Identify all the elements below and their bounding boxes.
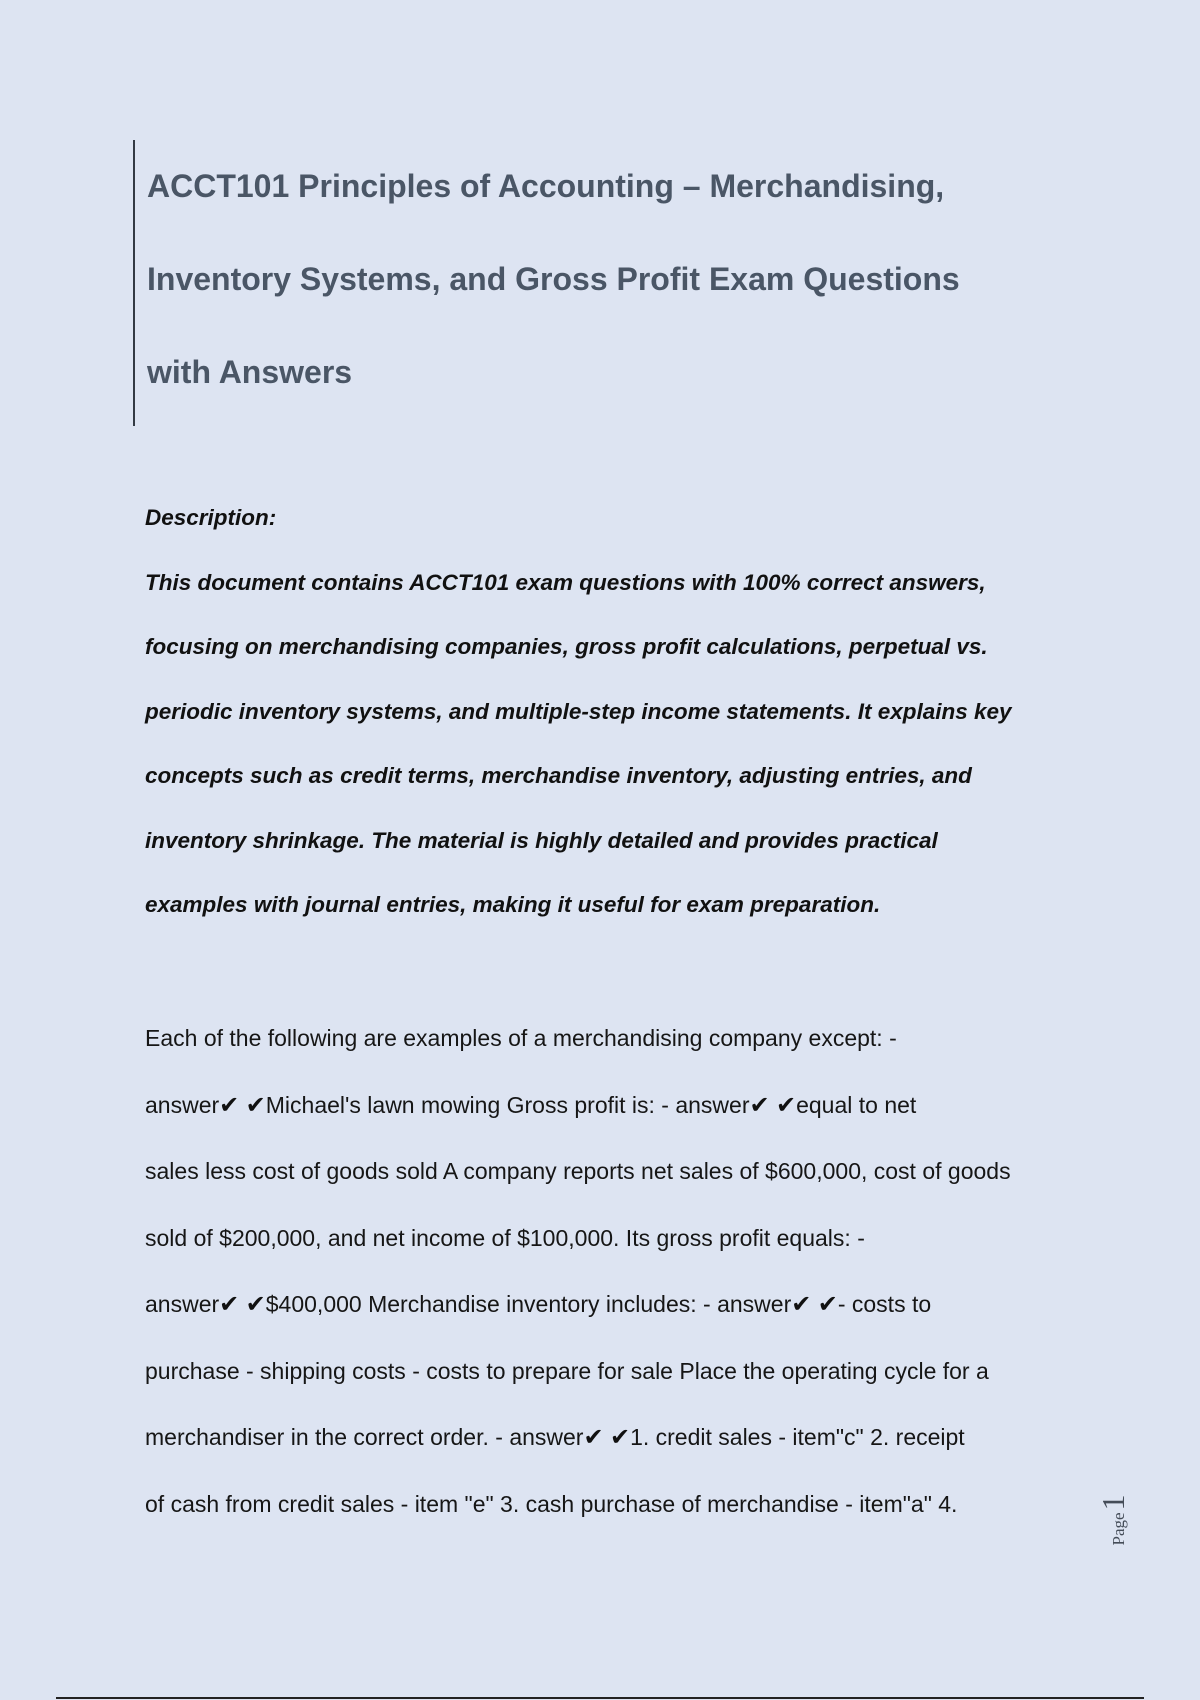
- checkmark-icon: ✔: [219, 1290, 240, 1318]
- title-line: with Answers: [147, 354, 353, 390]
- page-label: Page: [1109, 1512, 1128, 1546]
- body-line: Each of the following are examples of a merchandising company except: -: [145, 1025, 897, 1051]
- body-text: [145, 1005, 1065, 1537]
- checkmark-icon: ✔: [817, 1290, 838, 1318]
- answer-text: - costs to: [837, 1291, 932, 1317]
- title-block: [133, 140, 1033, 426]
- body-line: of cash from credit sales - item "e" 3. cash purchase of merchandise - item"a" 4.: [145, 1490, 958, 1517]
- answer-label: answer: [145, 1291, 220, 1317]
- answer-text: 1. credit sales - item"c" 2. receipt: [630, 1424, 965, 1450]
- answer-label: answer: [145, 1091, 220, 1118]
- body-line: sales less cost of goods sold A company reports net sales of $600,000, cost of goods: [145, 1158, 1011, 1184]
- answer-text: equal to net: [796, 1091, 917, 1118]
- answer-text: $400,000 Merchandise inventory includes: - answer: [265, 1291, 792, 1317]
- checkmark-icon: ✔: [749, 1090, 770, 1119]
- page-number: [1095, 1494, 1175, 1546]
- checkmark-icon: ✔: [609, 1423, 631, 1451]
- footer-divider: [56, 1697, 1144, 1699]
- description-line: inventory shrinkage. The material is highly detailed and provides practical: [145, 827, 938, 853]
- answer-text: Michael's lawn mowing Gross profit is: - answer: [265, 1091, 750, 1118]
- body-line: purchase - shipping costs - costs to prepare for sale Place the operating cycle for a: [145, 1357, 989, 1384]
- description-line: focusing on merchandising companies, gross profit calculations, perpetual vs.: [145, 634, 988, 659]
- body-line: sold of $200,000, and net income of $100,000. Its gross profit equals: -: [145, 1224, 865, 1251]
- checkmark-icon: ✔: [245, 1090, 266, 1119]
- checkmark-icon: ✔: [219, 1090, 240, 1119]
- description-line: concepts such as credit terms, merchandise inventory, adjusting entries, and: [145, 763, 972, 788]
- body-line: [145, 1271, 1065, 1338]
- body-line: [145, 1404, 1065, 1471]
- title-line: ACCT101 Principles of Accounting – Merchandising,: [147, 168, 945, 204]
- checkmark-icon: ✔: [775, 1090, 797, 1119]
- description-line: examples with journal entries, making it useful for exam preparation.: [145, 892, 881, 917]
- checkmark-icon: ✔: [791, 1290, 812, 1318]
- page-number-value: 1: [1095, 1494, 1131, 1511]
- body-line: [145, 1072, 1065, 1139]
- description-label: Description:: [145, 505, 277, 530]
- description-section: [145, 486, 1065, 938]
- description-line: This document contains ACCT101 exam questions with 100% correct answers,: [145, 569, 986, 595]
- checkmark-icon: ✔: [583, 1423, 604, 1451]
- answer-text: merchandiser in the correct order. - answer: [145, 1424, 584, 1450]
- checkmark-icon: ✔: [245, 1290, 266, 1318]
- title-line: Inventory Systems, and Gross Profit Exam Questions: [147, 261, 960, 297]
- description-line: periodic inventory systems, and multiple-step income statements. It explains key: [145, 698, 1012, 724]
